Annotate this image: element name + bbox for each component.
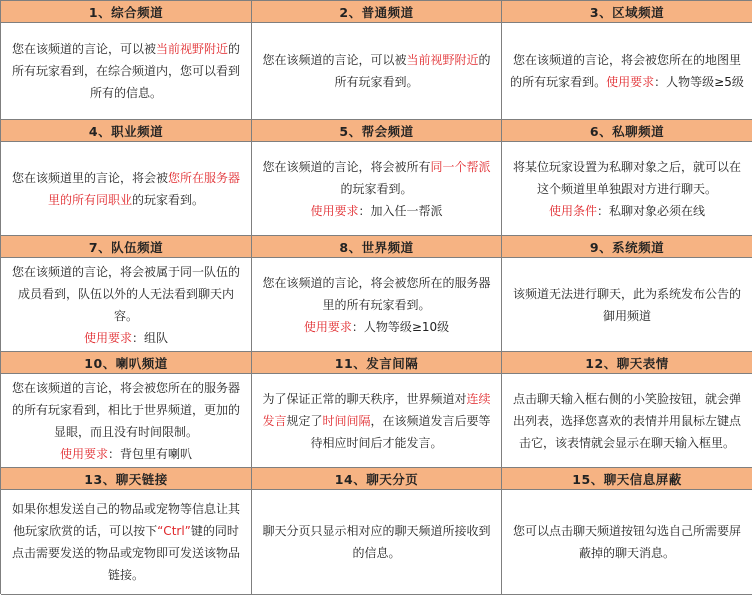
- highlighted-text: 使用要求: [310, 203, 359, 218]
- description-text: ：背包里有喇叭: [108, 446, 193, 461]
- channel-description: [8, 167, 244, 211]
- description-text: ，在该频道发言后要等待相应时间后才能发言。: [310, 413, 491, 450]
- channel-description-cell: [252, 258, 502, 352]
- channel-title: 13、聊天链接: [1, 468, 252, 490]
- channel-description: [259, 520, 494, 564]
- channel-description-cell: [502, 490, 752, 595]
- description-text: 您在该频道的言论，可以被: [11, 42, 156, 56]
- description-text: 您在该频道的言论，可以被: [262, 53, 407, 67]
- description-text: 规定了: [286, 413, 323, 428]
- highlighted-text: 使用要求: [59, 446, 108, 461]
- channel-title: 8、世界频道: [252, 236, 502, 258]
- description-text: 点击聊天输入框右侧的小笑脸按钮，就会弹出列表，选择您喜欢的表情并用鼠标左键点击它，该表情就会显示在聊天输入框里。: [512, 391, 741, 450]
- channel-description-cell: [1, 23, 252, 120]
- channel-description: [509, 388, 745, 454]
- channel-title: 1、综合频道: [1, 1, 252, 23]
- description-text: ：加入任一帮派: [358, 203, 443, 218]
- channel-description-cell: [502, 142, 752, 236]
- description-text: 您在该频道的言论，将会被属于同一队伍的成员看到，队伍以外的人无法看到聊天内容。: [11, 264, 240, 323]
- channel-description: [509, 156, 745, 222]
- description-text: 如果你想发送自己的物品或宠物等信息让其他玩家欣赏的话，可以按下: [11, 502, 240, 538]
- highlighted-text: 使用要求: [303, 319, 352, 334]
- description-text: ：组队: [132, 330, 169, 345]
- channel-description-cell: [252, 142, 502, 236]
- channel-title: 12、聊天表情: [502, 352, 752, 374]
- highlighted-text: 您所在服务器里的所有同职业: [47, 170, 241, 207]
- channel-title: 3、区域频道: [502, 1, 752, 23]
- highlighted-text: 使用要求: [606, 75, 655, 89]
- description-text: 您在该频道的言论，将会被所有: [262, 159, 431, 174]
- description-text: 聊天分页只显示相对应的聊天频道所接收到的信息。: [262, 524, 491, 560]
- description-text: 您在该频道的言论，将会被您所在的地图里的所有玩家看到。: [510, 53, 741, 89]
- channel-title: 11、发言间隔: [252, 352, 502, 374]
- channel-description: [8, 261, 244, 349]
- description-text: 您在该频道的言论，将会被您所在的服务器的所有玩家看到，相比于世界频道，更加的显眼，而且没有时间限制。: [11, 380, 240, 439]
- channel-title: 10、喇叭频道: [1, 352, 252, 374]
- channel-description: [509, 49, 745, 93]
- channel-description-cell: [252, 490, 502, 595]
- description-text: 您在该频道的言论，将会被您所在的服务器里的所有玩家看到。: [262, 275, 491, 312]
- description-text: 键的同时点击需要发送的物品或宠物即可发送该物品链接。: [11, 524, 240, 582]
- channel-title: 6、私聊频道: [502, 120, 752, 142]
- channel-title: 5、帮会频道: [252, 120, 502, 142]
- highlighted-text: “Ctrl”: [157, 524, 191, 538]
- description-text: 的所有玩家看到，在综合频道内，您可以看到所有的信息。: [11, 42, 241, 100]
- channel-description: [259, 272, 494, 338]
- highlighted-text: 同一个帮派: [430, 159, 491, 174]
- channel-description: [259, 156, 494, 222]
- highlighted-text: 使用条件: [548, 203, 597, 218]
- channel-description: [509, 283, 745, 327]
- channel-description: [8, 498, 244, 586]
- channel-description: [259, 49, 494, 93]
- channel-description-cell: [252, 374, 502, 468]
- channel-description: [509, 520, 745, 564]
- channel-description-cell: [1, 142, 252, 236]
- channel-description-cell: [252, 23, 502, 120]
- channel-description-cell: [502, 374, 752, 468]
- highlighted-text: 当前视野附近: [155, 42, 228, 56]
- highlighted-text: 时间间隔: [322, 413, 371, 428]
- description-text: 为了保证正常的聊天秩序，世界频道对: [262, 391, 467, 406]
- channel-title: 14、聊天分页: [252, 468, 502, 490]
- description-text: ：人物等级≥5级: [654, 75, 744, 89]
- description-text: ：私聊对象必须在线: [597, 203, 706, 218]
- channel-title: 7、队伍频道: [1, 236, 252, 258]
- channel-description: [8, 38, 244, 104]
- description-text: 该频道无法进行聊天，此为系统发布公告的御用频道: [512, 286, 741, 323]
- channel-description-cell: [1, 374, 252, 468]
- channel-description-cell: [502, 23, 752, 120]
- description-text: 的玩家看到。: [340, 181, 413, 196]
- channel-title: 2、普通频道: [252, 1, 502, 23]
- description-text: 您在该频道里的言论，将会被: [11, 170, 168, 185]
- description-text: ：人物等级≥10级: [351, 319, 450, 334]
- channel-title: 9、系统频道: [502, 236, 752, 258]
- description-text: 的所有玩家看到。: [334, 53, 491, 89]
- description-text: 的玩家看到。: [132, 192, 205, 207]
- highlighted-text: 连续发言: [262, 391, 491, 428]
- channel-description-cell: [1, 490, 252, 595]
- channel-description: [259, 388, 494, 454]
- highlighted-text: 当前视野附近: [406, 53, 479, 67]
- highlighted-text: 使用要求: [83, 330, 132, 345]
- channel-title: 15、聊天信息屏蔽: [502, 468, 752, 490]
- channel-description: [8, 377, 244, 465]
- channel-description-cell: [502, 258, 752, 352]
- description-text: 您可以点击聊天频道按钮勾选自己所需要屏蔽掉的聊天消息。: [512, 524, 741, 560]
- description-text: 将某位玩家设置为私聊对象之后，就可以在这个频道里单独跟对方进行聊天。: [512, 159, 741, 196]
- channel-description-cell: [1, 258, 252, 352]
- channel-title: 4、职业频道: [1, 120, 252, 142]
